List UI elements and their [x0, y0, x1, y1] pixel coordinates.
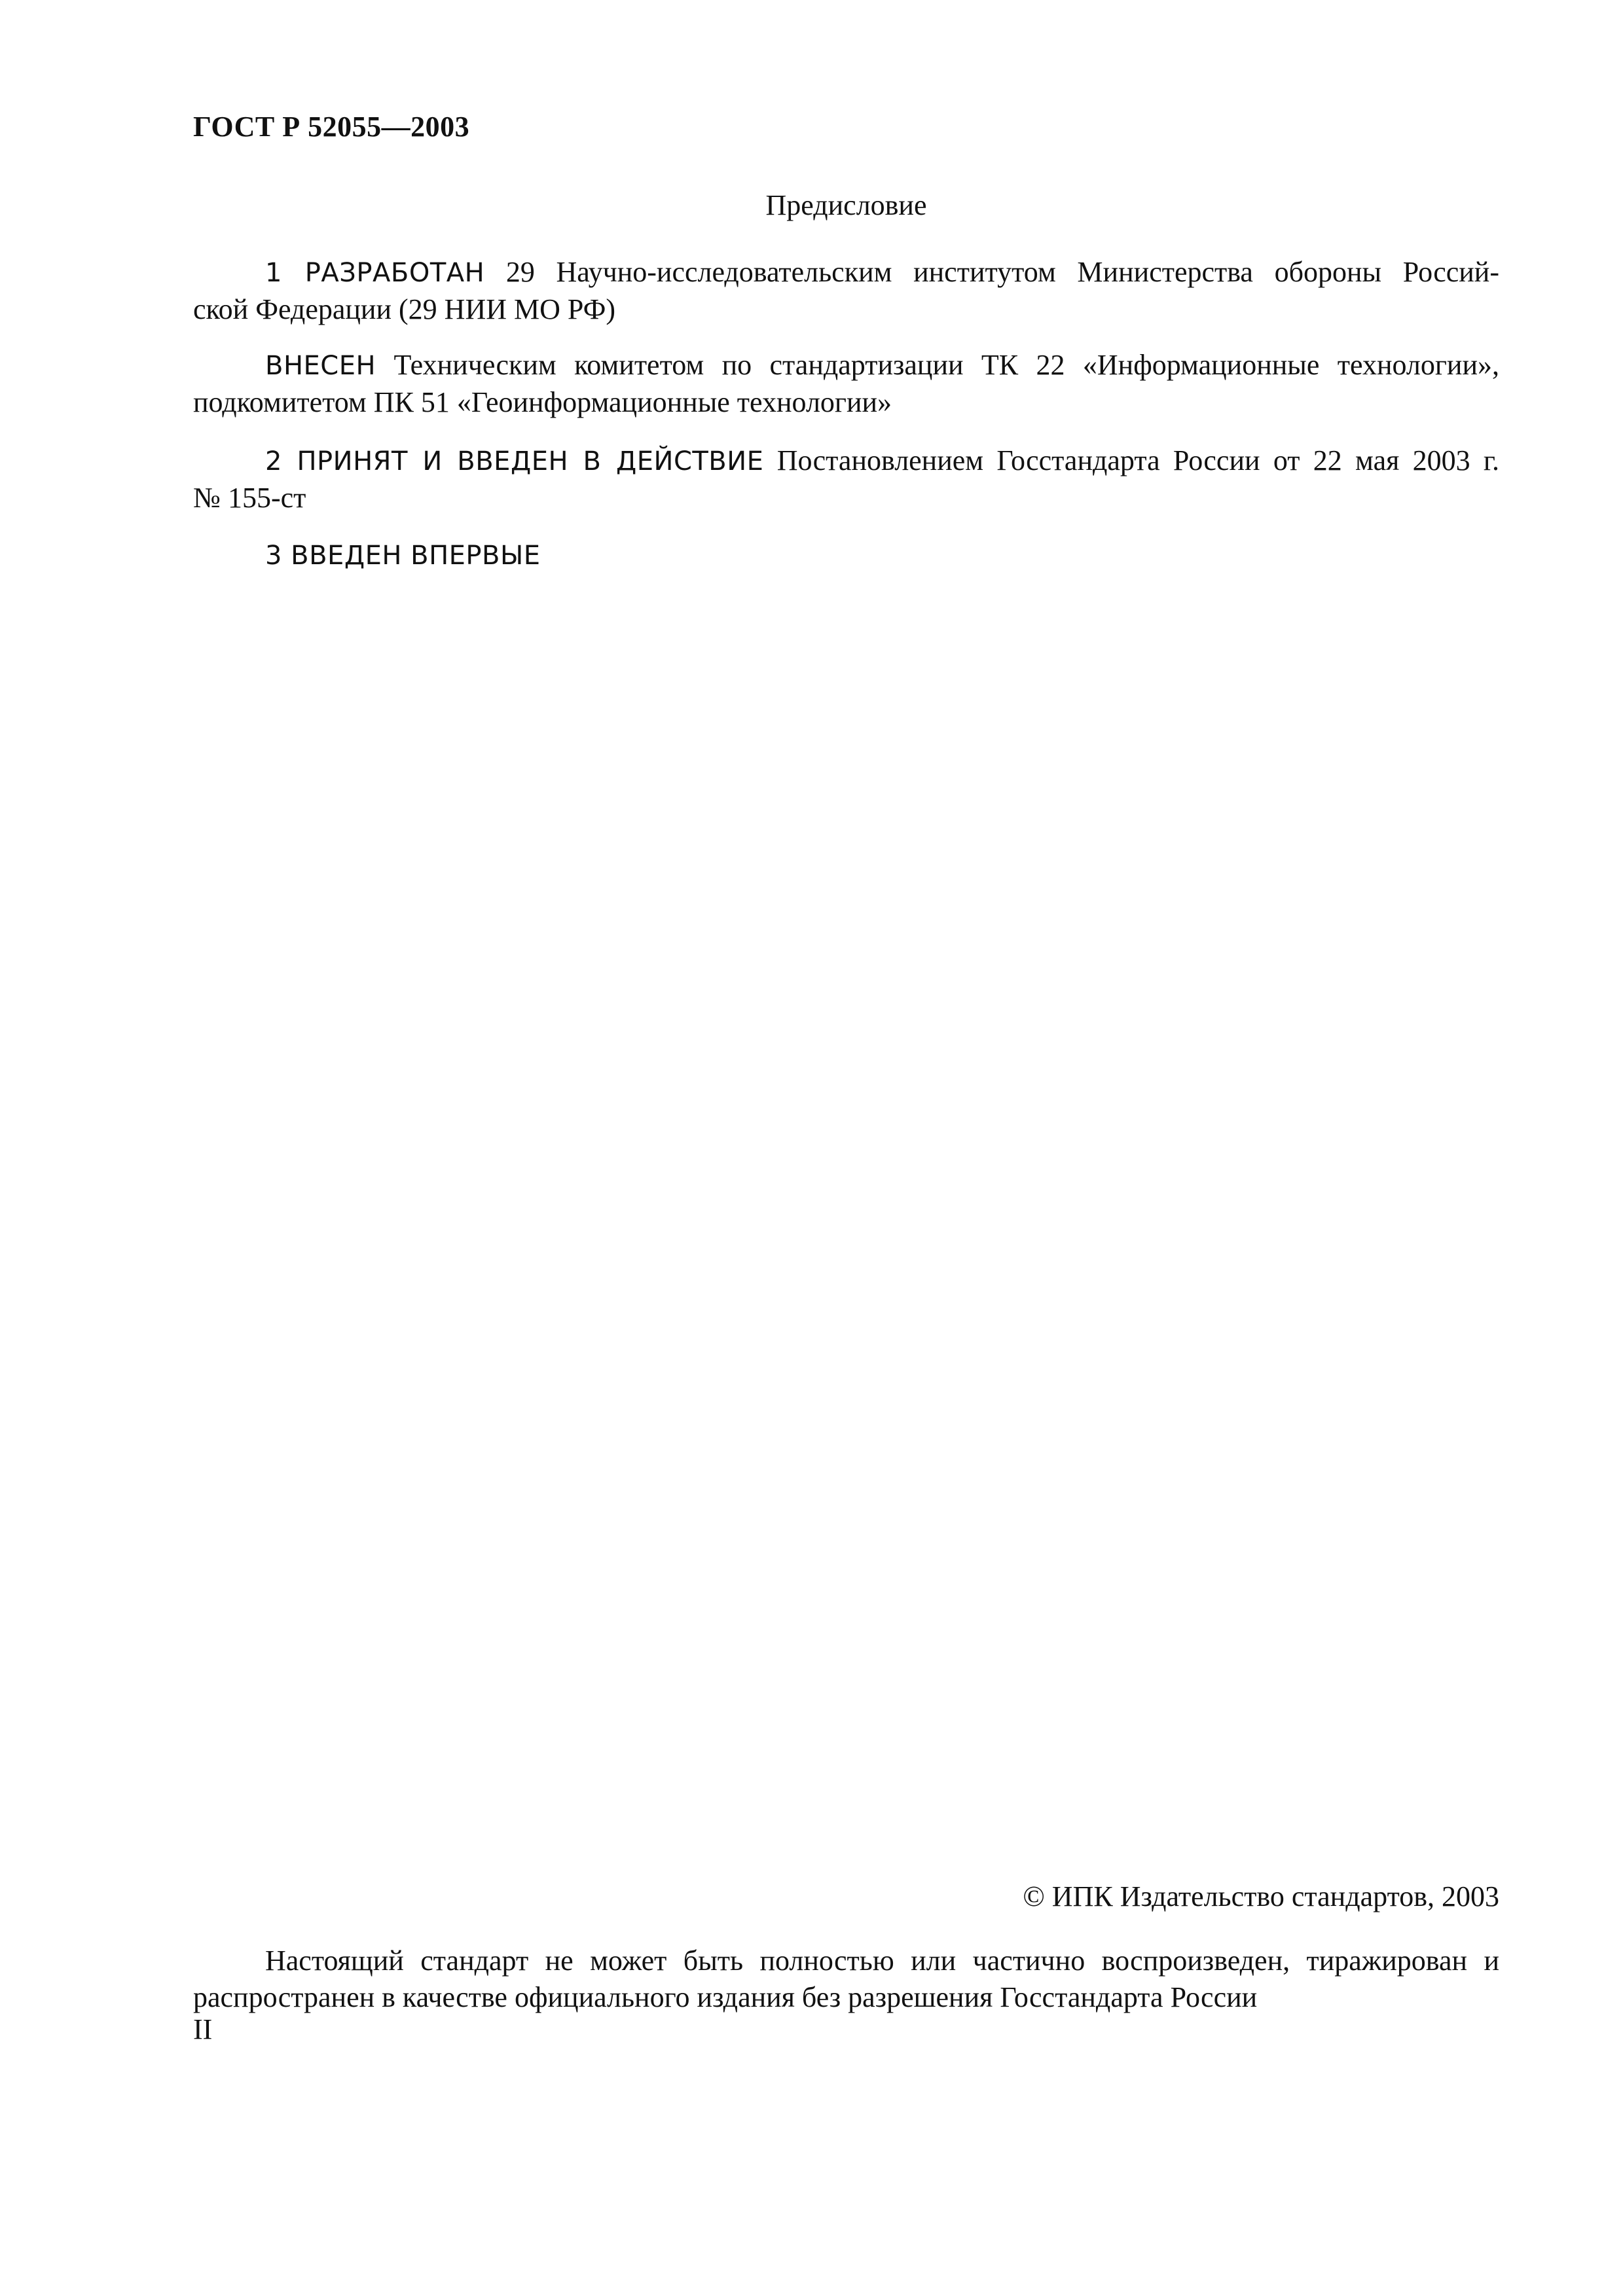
- reproduction-notice: [193, 1943, 1499, 2016]
- reproduction-notice-line1: Настоящий стандарт не может быть полностью или частично воспроизведен, тиражирован и: [265, 1945, 1499, 1977]
- copyright-notice: © ИПК Издательство стандартов, 2003: [1023, 1880, 1499, 1912]
- foreword-item-developed-line2: ской Федерации (29 НИИ МО РФ): [193, 293, 616, 325]
- foreword-item-introduced-line2: подкомитетом ПК 51 «Геоинформационные технологии»: [193, 386, 892, 418]
- foreword-item-developed-text: 29 Научно-исследовательским институтом Министерства обороны Россий-: [505, 256, 1500, 288]
- foreword-item-adopted-line2: № 155-ст: [193, 482, 306, 514]
- foreword-title: Предисловие: [765, 189, 927, 221]
- foreword-item-adopted-text: Постановлением Госстандарта России от 22 мая 2003 г.: [776, 444, 1500, 476]
- foreword-item-first-introduced-label: 3 ВВЕДЕН ВПЕРВЫЕ: [265, 541, 541, 571]
- foreword-item-developed: [193, 254, 1499, 328]
- foreword-item-first-introduced: [193, 537, 1499, 574]
- foreword-item-adopted: [193, 442, 1499, 516]
- foreword-item-adopted-label: 2 ПРИНЯТ И ВВЕДЕН В ДЕЙСТВИЕ: [265, 446, 764, 476]
- foreword-item-introduced: [193, 347, 1499, 421]
- foreword-item-introduced-label: ВНЕСЕН: [265, 351, 376, 381]
- foreword-item-introduced-line1: [193, 347, 1499, 384]
- foreword-item-first-introduced-line1: [193, 537, 1499, 574]
- standard-code: ГОСТ Р 52055—2003: [193, 111, 470, 143]
- foreword-item-developed-line1: [193, 254, 1499, 291]
- foreword-item-adopted-line1: [193, 442, 1499, 480]
- foreword-item-developed-label: 1 РАЗРАБОТАН: [265, 258, 485, 288]
- foreword-item-introduced-text: Техническим комитетом по стандартизации ТК 22 «Информационные технологии»,: [393, 349, 1500, 381]
- reproduction-notice-line2: распространен в качестве официального издания без разрешения Госстандарта России: [193, 1981, 1258, 2013]
- page-number: II: [193, 2013, 213, 2045]
